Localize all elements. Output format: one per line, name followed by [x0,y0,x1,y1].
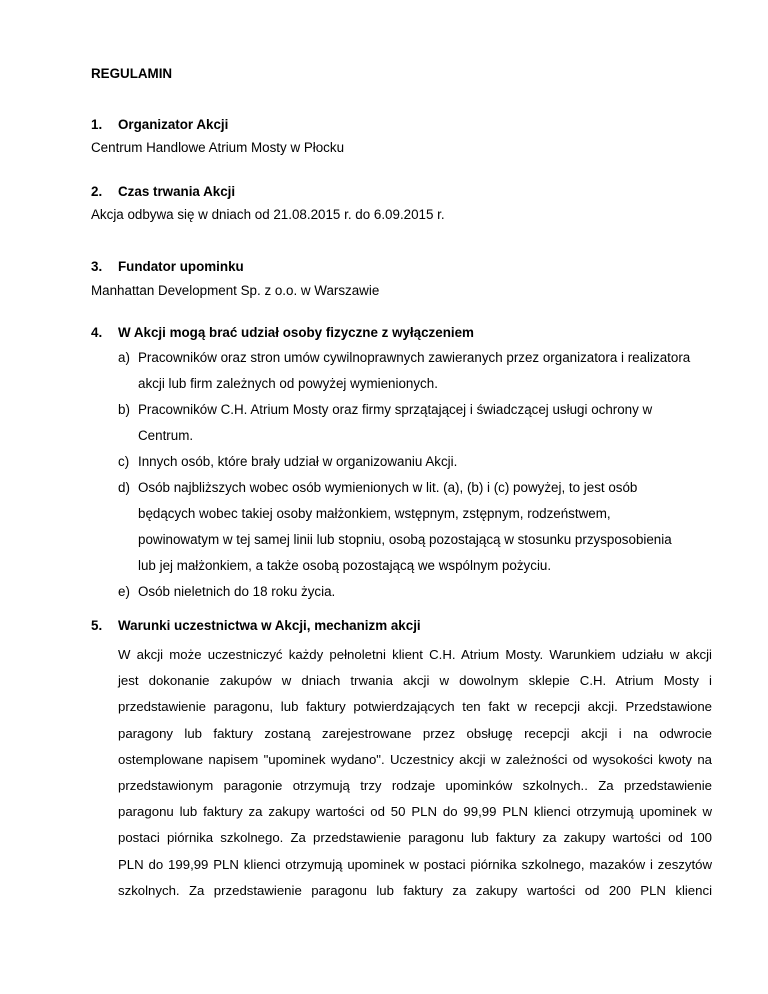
section-1-number: 1. [91,117,103,132]
list-item-d-line-3: powinowatym w tej samej linii lub stopniu, osobą pozostającą w stosunku przysposobienia [138,532,672,547]
paragraph-line: ostemplowane napisem "upominek wydano". Uczestnicy akcji w zależności od wysokości kwoty na [118,751,712,767]
list-item-d-line-1: Osób najbliższych wobec osób wymienionych w lit. (a), (b) i (c) powyżej, to jest osób [138,480,638,495]
paragraph-line: przedstawienie paragonu, lub faktury potwierdzających ten fakt w recepcji akcji. Przedstawione [118,699,712,715]
section-3-body: Manhattan Development Sp. z o.o. w Warszawie [91,283,380,298]
section-5-paragraph [118,642,712,904]
list-item-b-line-1: Pracowników C.H. Atrium Mosty oraz firmy sprzątającej i świadczącej usługi ochrony w [138,402,653,417]
paragraph-line: W akcji może uczestniczyć każdy pełnoletni klient C.H. Atrium Mosty. Warunkiem udziału w akcji [118,647,712,662]
paragraph-line: PLN do 199,99 PLN klienci otrzymują upominek w postaci piórnika szkolnego, mazaków i zeszytów [118,856,712,872]
list-item-b-line-2: Centrum. [138,428,194,443]
list-item-e-line-1: Osób nieletnich do 18 roku życia. [138,584,336,599]
paragraph-line: postaci piórnika szkolnego. Za przedstawienie paragonu lub faktury za zakupy wartości od 100 [118,830,712,846]
section-4-heading [91,325,474,340]
section-3-heading [91,259,244,274]
paragraph-line: paragony lub faktury zostaną zarejestrowane przez obsługę recepcji akcji i na odwrocie [118,725,712,741]
section-2-title: Czas trwania Akcji [118,184,236,199]
list-item-b [118,402,652,417]
list-item-c [118,454,457,469]
section-1-heading [91,117,228,132]
section-4-title: W Akcji mogą brać udział osoby fizyczne z wyłączeniem [118,325,474,340]
list-item-b-letter: b) [118,402,130,417]
paragraph-line: paragonu lub faktury za zakupy wartości od 50 PLN do 99,99 PLN klienci otrzymują upominek w [118,804,712,820]
section-5-title: Warunki uczestnictwa w Akcji, mechanizm akcji [118,618,421,633]
section-2-number: 2. [91,184,103,199]
section-5-number: 5. [91,618,103,633]
list-item-d-letter: d) [118,480,130,495]
list-item-c-letter: c) [118,454,130,469]
paragraph-line: jest dokonanie zakupów w dniach trwania akcji w dowolnym sklepie C.H. Atrium Mosty i [118,673,712,689]
section-3-number: 3. [91,259,103,274]
section-3-title: Fundator upominku [118,259,244,274]
document-title: REGULAMIN [91,66,173,81]
section-5-heading [91,618,421,633]
section-1-title: Organizator Akcji [118,117,229,132]
list-item-e [118,584,335,599]
list-item-e-letter: e) [118,584,130,599]
list-item-a [118,350,690,365]
section-4-number: 4. [91,325,103,340]
paragraph-line: szkolnych. Za przedstawienie paragonu lub faktury za zakupy wartości od 200 PLN klienci [118,882,712,898]
list-item-a-line-2: akcji lub firm zależnych od powyżej wymienionych. [138,376,438,391]
section-2-heading [91,184,235,199]
section-1-body: Centrum Handlowe Atrium Mosty w Płocku [91,140,345,155]
list-item-c-line-1: Innych osób, które brały udział w organizowaniu Akcji. [138,454,458,469]
list-item-a-letter: a) [118,350,130,365]
section-2-body: Akcja odbywa się w dniach od 21.08.2015 r. do 6.09.2015 r. [91,207,445,222]
paragraph-line: przedstawionym paragonie otrzymują trzy rodzaje upominków szkolnych.. Za przedstawienie [118,777,712,793]
list-item-d [118,480,637,495]
list-item-a-line-1: Pracowników oraz stron umów cywilnoprawnych zawieranych przez organizatora i realizatora [138,350,691,365]
list-item-d-line-4: lub jej małżonkiem, a także osobą pozostającą we wspólnym pożyciu. [138,558,552,573]
list-item-d-line-2: będących wobec takiej osoby małżonkiem, wstępnym, zstępnym, rodzeństwem, [138,506,611,521]
